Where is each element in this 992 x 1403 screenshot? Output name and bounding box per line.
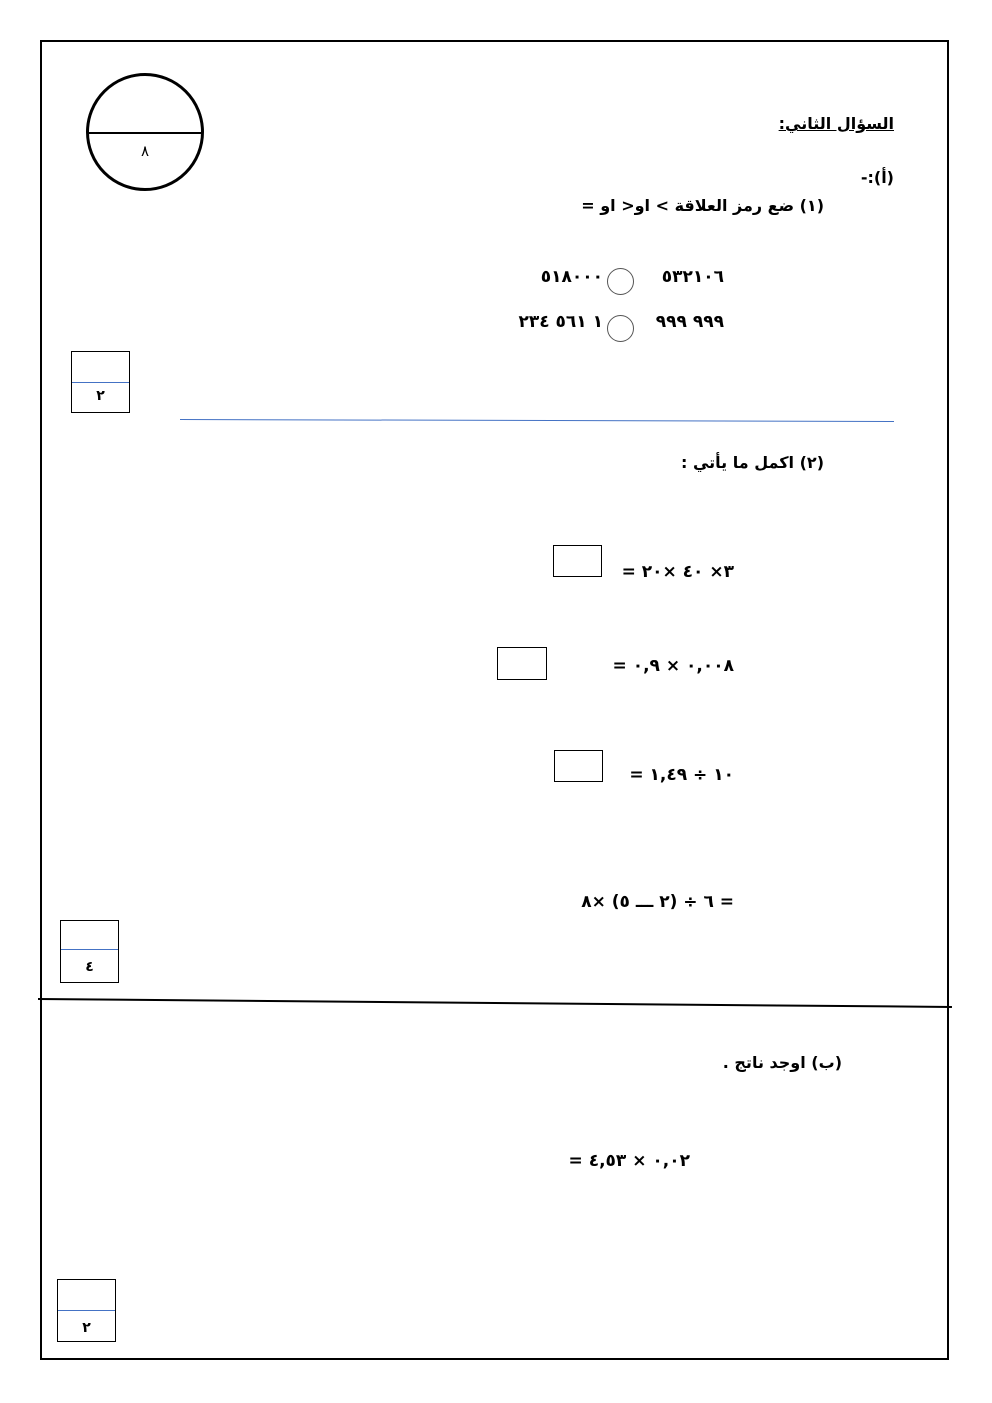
total-score-value: ٨ [140,142,150,160]
item1-row2-left: ٩٩٩ ٩٩٩ [655,312,724,332]
item1-row1-right: ٥١٨٠٠٠ [540,267,603,287]
item2-answer-box-2[interactable] [497,647,547,680]
item1-score-box [71,351,130,413]
page-frame [40,40,949,1360]
item2-score-box [60,920,119,983]
item2-equation-4: = ٦ ÷ (٢ ـــ ٥) ×٨ [581,892,734,912]
part-a-label: (أ):- [860,168,894,187]
item2-score-value: ٤ [85,959,94,975]
part-b-instruction: (ب) اوجد ناتج . [722,1053,842,1072]
item2-equation-3: = ١٠ ÷ ١,٤٩ [629,765,734,785]
item1-row1-answer-circle[interactable] [607,268,634,295]
item2-answer-box-3[interactable] [554,750,603,782]
score-box-divider [58,1310,115,1311]
item2-instruction: (٢) اكمل ما يأتي : [681,453,824,472]
item1-row2-right: ١ ٥٦١ ٢٣٤ [518,312,603,332]
item1-score-value: ٢ [96,388,105,404]
item1-row2-answer-circle[interactable] [607,315,634,342]
circle-divider [89,132,201,134]
part-b-equation: = ٠,٠٢ × ٤,٥٣ [568,1151,690,1171]
item1-row1-left: ٥٣٢١٠٦ [661,267,724,287]
item2-equation-2: = ٠,٠٠٨ × ٠,٩ [612,656,734,676]
score-box-divider [72,382,129,383]
part-b-score-value: ٢ [82,1320,91,1336]
item1-instruction: (١) ضع رمز العلاقة > او< او = [581,196,824,215]
total-score-circle [86,73,204,191]
item2-answer-box-1[interactable] [553,545,602,577]
score-box-divider [61,949,118,950]
item2-equation-1: = ٣× ٤٠ ×٢٠ [621,562,734,582]
part-b-score-box [57,1279,116,1342]
question-title: السؤال الثاني: [778,114,894,133]
